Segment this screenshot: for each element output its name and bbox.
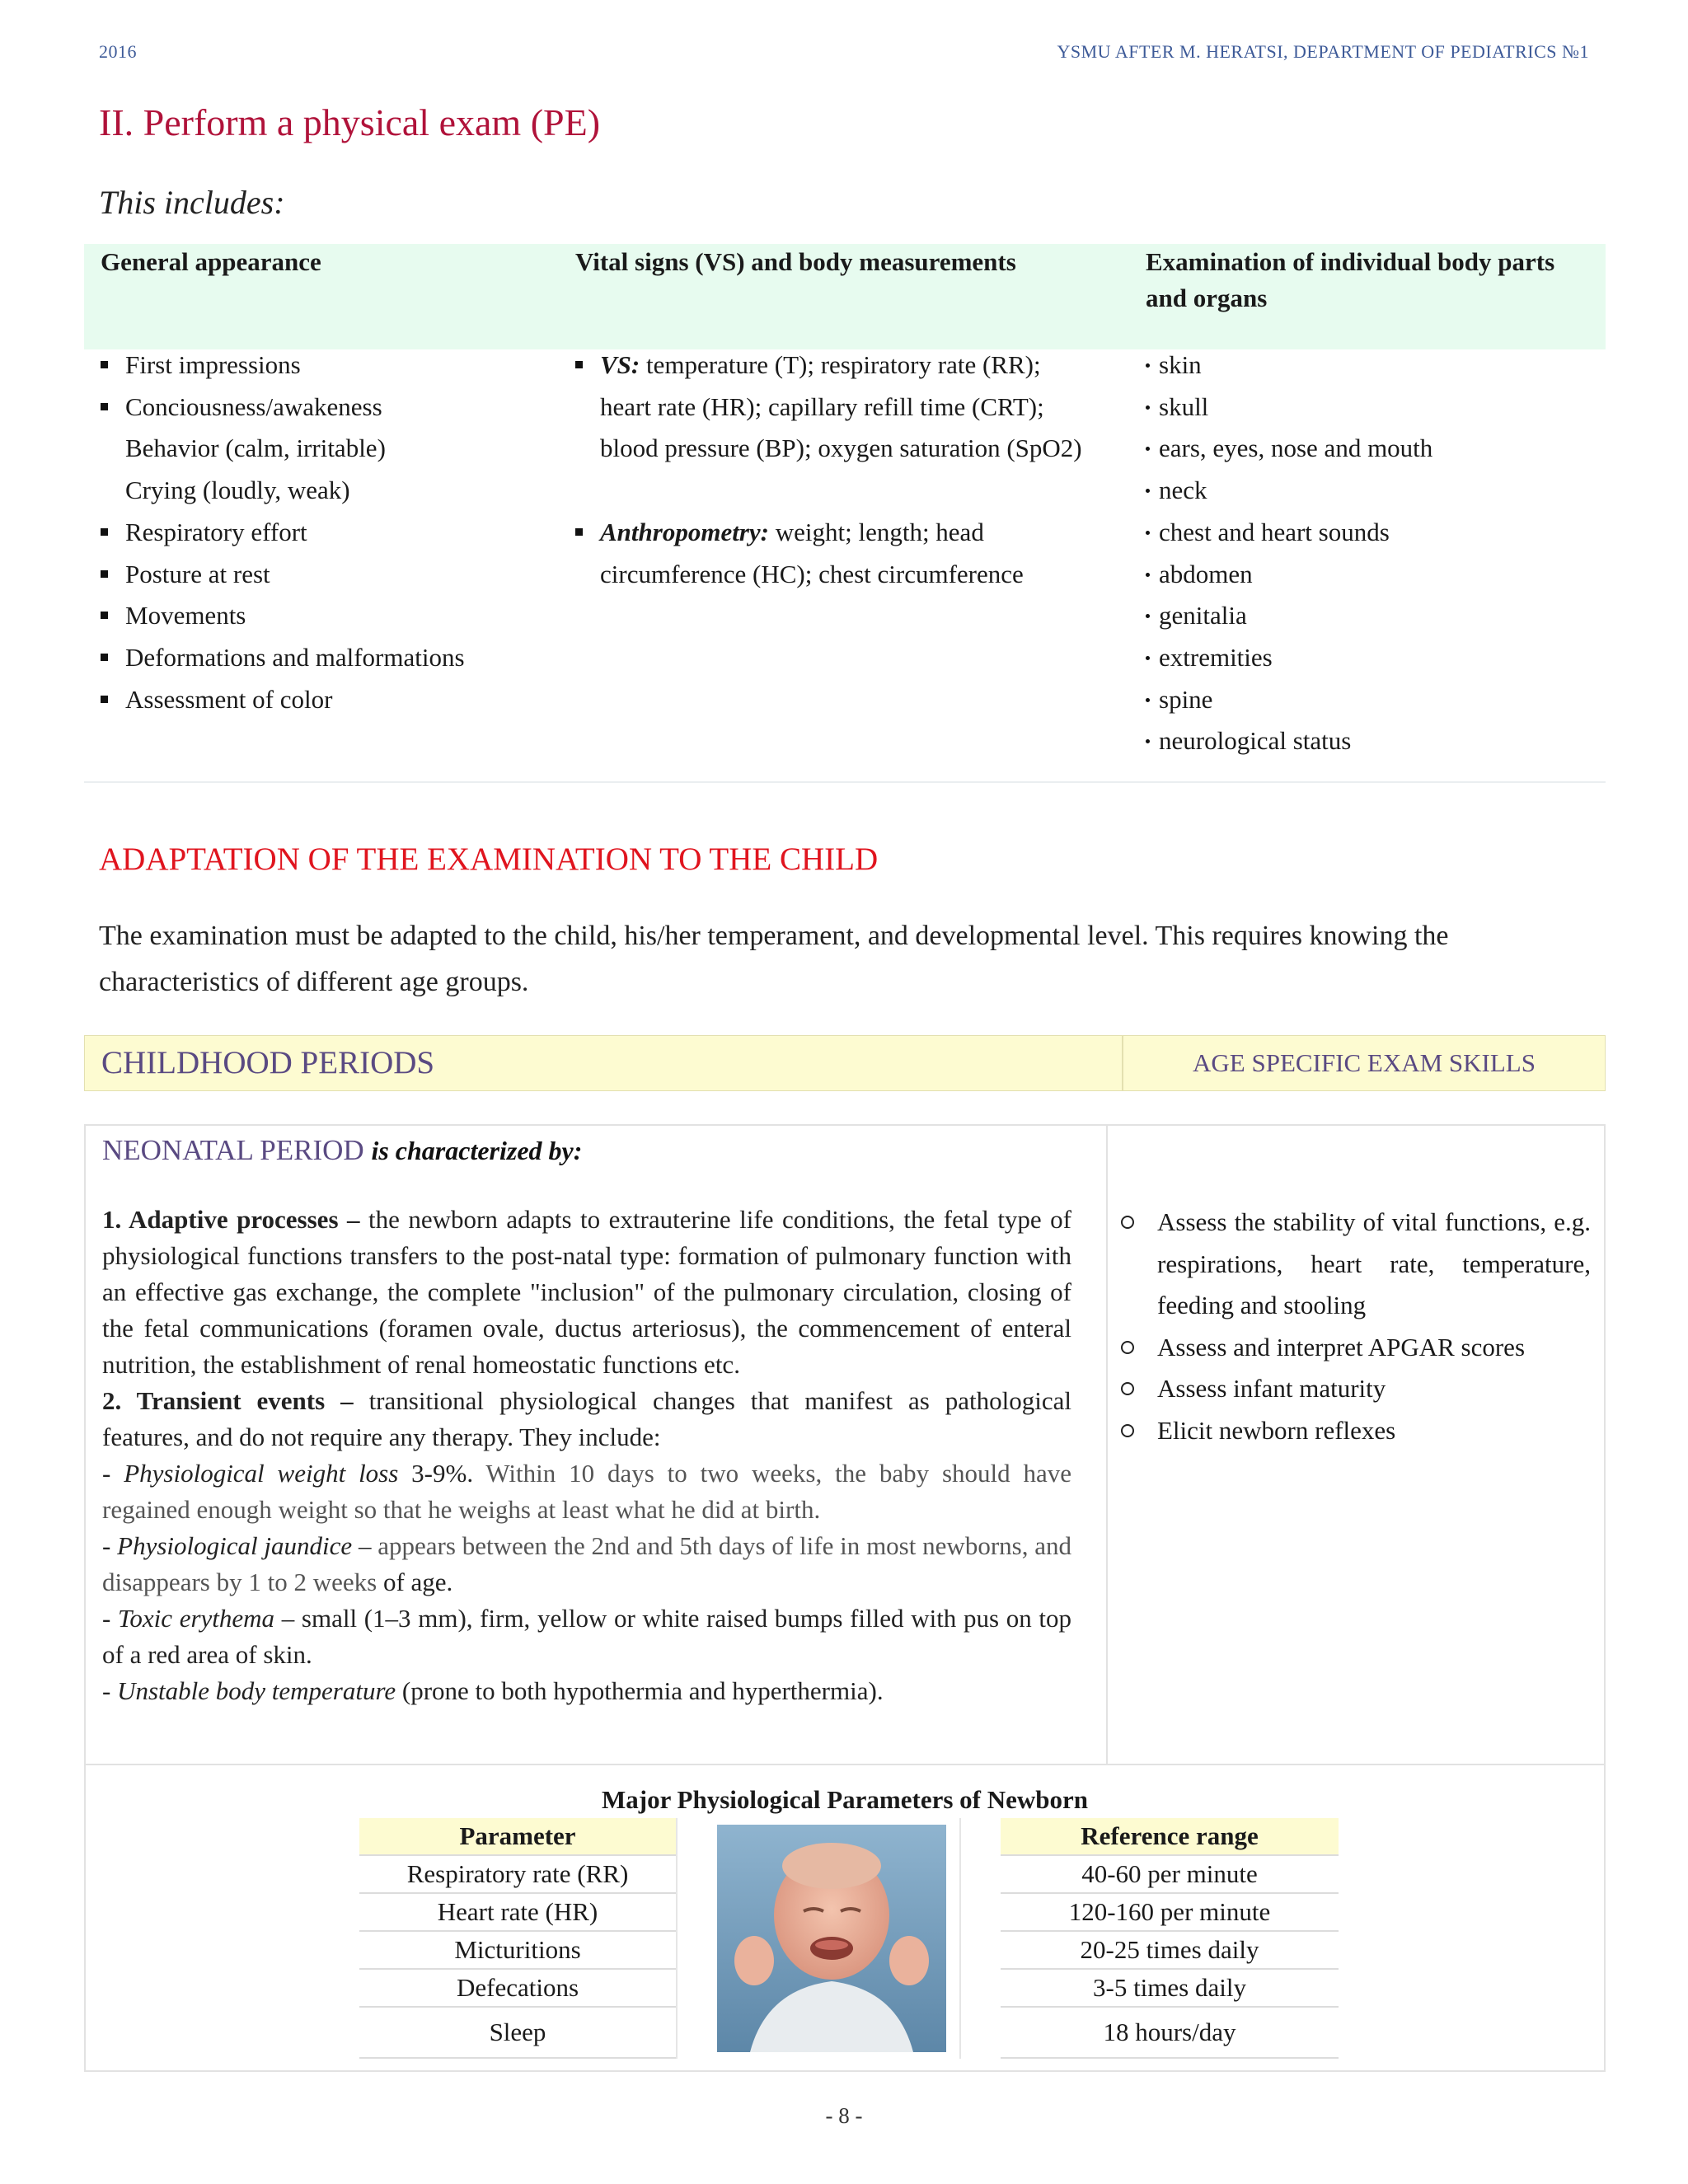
body-part-item: spine bbox=[1146, 679, 1606, 721]
neonatal-period-box bbox=[84, 1124, 1606, 2072]
transient-event-term: Physiological jaundice bbox=[117, 1531, 353, 1560]
neonatal-title-label: NEONATAL PERIOD bbox=[102, 1134, 364, 1166]
vital-signs-item-text: weight; length; head circumference (HC); chest circumference bbox=[600, 518, 1024, 588]
neonatal-title-suffix: is characterized by: bbox=[371, 1136, 583, 1165]
vital-signs-item-label: VS: bbox=[600, 350, 640, 379]
section-subtitle: This includes: bbox=[99, 184, 285, 221]
adaptive-processes-paragraph bbox=[102, 1202, 1071, 1383]
childhood-periods-heading: CHILDHOOD PERIODS bbox=[85, 1036, 1123, 1090]
vital-signs-item bbox=[575, 344, 1083, 470]
transient-events-list bbox=[102, 1455, 1071, 1709]
transient-event-item bbox=[102, 1528, 1071, 1601]
general-appearance-item: Movements bbox=[101, 595, 575, 637]
reference-range-cell: 40-60 per minute bbox=[1001, 1855, 1339, 1893]
transient-event-term: Toxic erythema bbox=[118, 1604, 275, 1633]
range-column-header: Reference range bbox=[1001, 1818, 1339, 1855]
transient-event-term: Physiological weight loss bbox=[124, 1459, 399, 1488]
parameter-name-cell: Micturitions bbox=[359, 1931, 676, 1969]
transient-event-tail: of age. bbox=[377, 1568, 453, 1596]
body-part-item: skin bbox=[1146, 344, 1606, 387]
divider bbox=[84, 781, 1606, 783]
general-appearance-item: Deformations and malformations bbox=[101, 637, 575, 679]
neonatal-title bbox=[102, 1134, 582, 1167]
body-part-item: extremities bbox=[1146, 637, 1606, 679]
body-parts-list bbox=[1146, 344, 1606, 762]
transient-event-item bbox=[102, 1673, 1071, 1709]
vital-signs-list bbox=[575, 344, 1083, 596]
transient-event-dash: - bbox=[102, 1676, 118, 1705]
body-part-item: neck bbox=[1146, 470, 1606, 512]
vital-signs-item bbox=[575, 512, 1083, 595]
body-part-item: ears, eyes, nose and mouth bbox=[1146, 428, 1606, 470]
adaptive-processes-text: the newborn adapts to extrauterine life conditions, the fetal type of physiological functions transfers to the post-natal type: formation of pulmonary function with an effective gas exchange, the complete "inclusion" of the pulmonary circulation, closing of the fetal communications (foramen ovale, ductus arteriosus), the commencement of enteral nutrition, the establishment of renal homeostatic functions etc. bbox=[102, 1205, 1072, 1379]
body-part-item: genitalia bbox=[1146, 595, 1606, 637]
adaptive-processes-label: 1. Adaptive processes – bbox=[102, 1205, 360, 1234]
parameter-column-header: Parameter bbox=[359, 1818, 676, 1855]
parameter-name-cell: Respiratory rate (RR) bbox=[359, 1855, 676, 1893]
transient-event-item bbox=[102, 1601, 1071, 1673]
parameter-name-cell: Sleep bbox=[359, 2007, 676, 2058]
header-body-parts: Examination of individual body parts and organs bbox=[1146, 247, 1555, 312]
transient-events-text: transitional physiological changes that manifest as pathological features, and do not require any therapy. They include: bbox=[102, 1386, 1071, 1451]
transient-events-label: 2. Transient events – bbox=[102, 1386, 354, 1415]
exam-skill-item: Assess infant maturity bbox=[1119, 1368, 1591, 1410]
transient-event-item bbox=[102, 1455, 1071, 1528]
neonatal-description bbox=[102, 1202, 1071, 1709]
reference-range-cell: 120-160 per minute bbox=[1001, 1893, 1339, 1931]
parameter-name-cell: Defecations bbox=[359, 1969, 676, 2007]
header-institution: YSMU AFTER M. HERATSI, DEPARTMENT OF PEDIATRICS №1 bbox=[1057, 41, 1589, 62]
physical-exam-table bbox=[84, 244, 1606, 756]
transient-event-dash: - bbox=[102, 1459, 124, 1488]
general-appearance-item: Behavior (calm, irritable) bbox=[125, 434, 386, 463]
general-appearance-item: Posture at rest bbox=[101, 554, 575, 596]
vital-signs-item-text: temperature (T); respiratory rate (RR); heart rate (HR); capillary refill time (CRT); blood pressure (BP); oxygen saturation (SpO2) bbox=[600, 350, 1082, 463]
parameters-title: Major Physiological Parameters of Newborn bbox=[601, 1785, 1088, 1814]
general-appearance-item: Assessment of color bbox=[101, 679, 575, 721]
adaptation-text: The examination must be adapted to the child, his/her temperament, and developmental level. This requires knowing the characteristics of different age groups. bbox=[99, 921, 1449, 997]
transient-event-detail: (prone to both hypothermia and hyperthermia). bbox=[396, 1676, 884, 1705]
transient-event-description: Within 10 days to two weeks, the baby should have regained enough weight so that he weighs at least what he did at birth. bbox=[102, 1459, 1072, 1524]
general-appearance-item: Crying (loudly, weak) bbox=[125, 476, 350, 505]
exam-skill-item: Assess the stability of vital functions, e.g. respirations, heart rate, temperature, feeding and stooling bbox=[1119, 1202, 1591, 1327]
page-number: - 8 - bbox=[825, 2103, 863, 2128]
reference-range-cell: 3-5 times daily bbox=[1001, 1969, 1339, 2007]
general-appearance-item: Conciousness/awakeness bbox=[101, 387, 575, 429]
reference-range-cell: 18 hours/day bbox=[1001, 2007, 1339, 2058]
reference-range-cell: 20-25 times daily bbox=[1001, 1931, 1339, 1969]
transient-event-dash: - bbox=[102, 1604, 118, 1633]
vital-signs-item-label: Anthropometry: bbox=[600, 518, 769, 547]
transient-event-detail: – small (1–3 mm), firm, yellow or white raised bumps filled with pus on top of a red area of skin. bbox=[102, 1604, 1071, 1669]
body-part-item: skull bbox=[1146, 387, 1606, 429]
newborn-photo bbox=[717, 1825, 946, 2052]
general-appearance-list bbox=[101, 344, 575, 720]
header-vital-signs: Vital signs (VS) and body measurements bbox=[575, 247, 1016, 276]
exam-skill-item: Assess and interpret APGAR scores bbox=[1119, 1327, 1591, 1369]
body-part-item: chest and heart sounds bbox=[1146, 512, 1606, 554]
reference-range-table bbox=[1001, 1818, 1339, 2059]
transient-event-dash: - bbox=[102, 1531, 118, 1560]
exam-skill-item: Elicit newborn reflexes bbox=[1119, 1410, 1591, 1452]
section-title: II. Perform a physical exam (PE) bbox=[99, 101, 601, 143]
parameter-names-table bbox=[359, 1818, 676, 2059]
body-part-item: abdomen bbox=[1146, 554, 1606, 596]
transient-event-detail: 3-9%. bbox=[398, 1459, 474, 1488]
transient-event-detail: – bbox=[352, 1531, 378, 1560]
body-part-item: neurological status bbox=[1146, 720, 1606, 762]
transient-events-paragraph bbox=[102, 1383, 1071, 1455]
childhood-periods-bar bbox=[84, 1035, 1606, 1091]
exam-skills-list bbox=[1119, 1202, 1591, 1451]
general-appearance-item: First impressions bbox=[101, 344, 575, 387]
transient-event-term: Unstable body temperature bbox=[117, 1676, 396, 1705]
transient-event-description: appears between the 2nd and 5th days of life in most newborns, and disappears by 1 to 2 weeks bbox=[102, 1531, 1072, 1596]
parameter-name-cell: Heart rate (HR) bbox=[359, 1893, 676, 1931]
header-year: 2016 bbox=[99, 41, 137, 62]
header-general-appearance: General appearance bbox=[101, 247, 321, 276]
adaptation-heading: ADAPTATION OF THE EXAMINATION TO THE CHILD bbox=[99, 841, 879, 877]
age-specific-skills-heading: AGE SPECIFIC EXAM SKILLS bbox=[1193, 1048, 1536, 1077]
general-appearance-item: Respiratory effort bbox=[101, 512, 575, 554]
